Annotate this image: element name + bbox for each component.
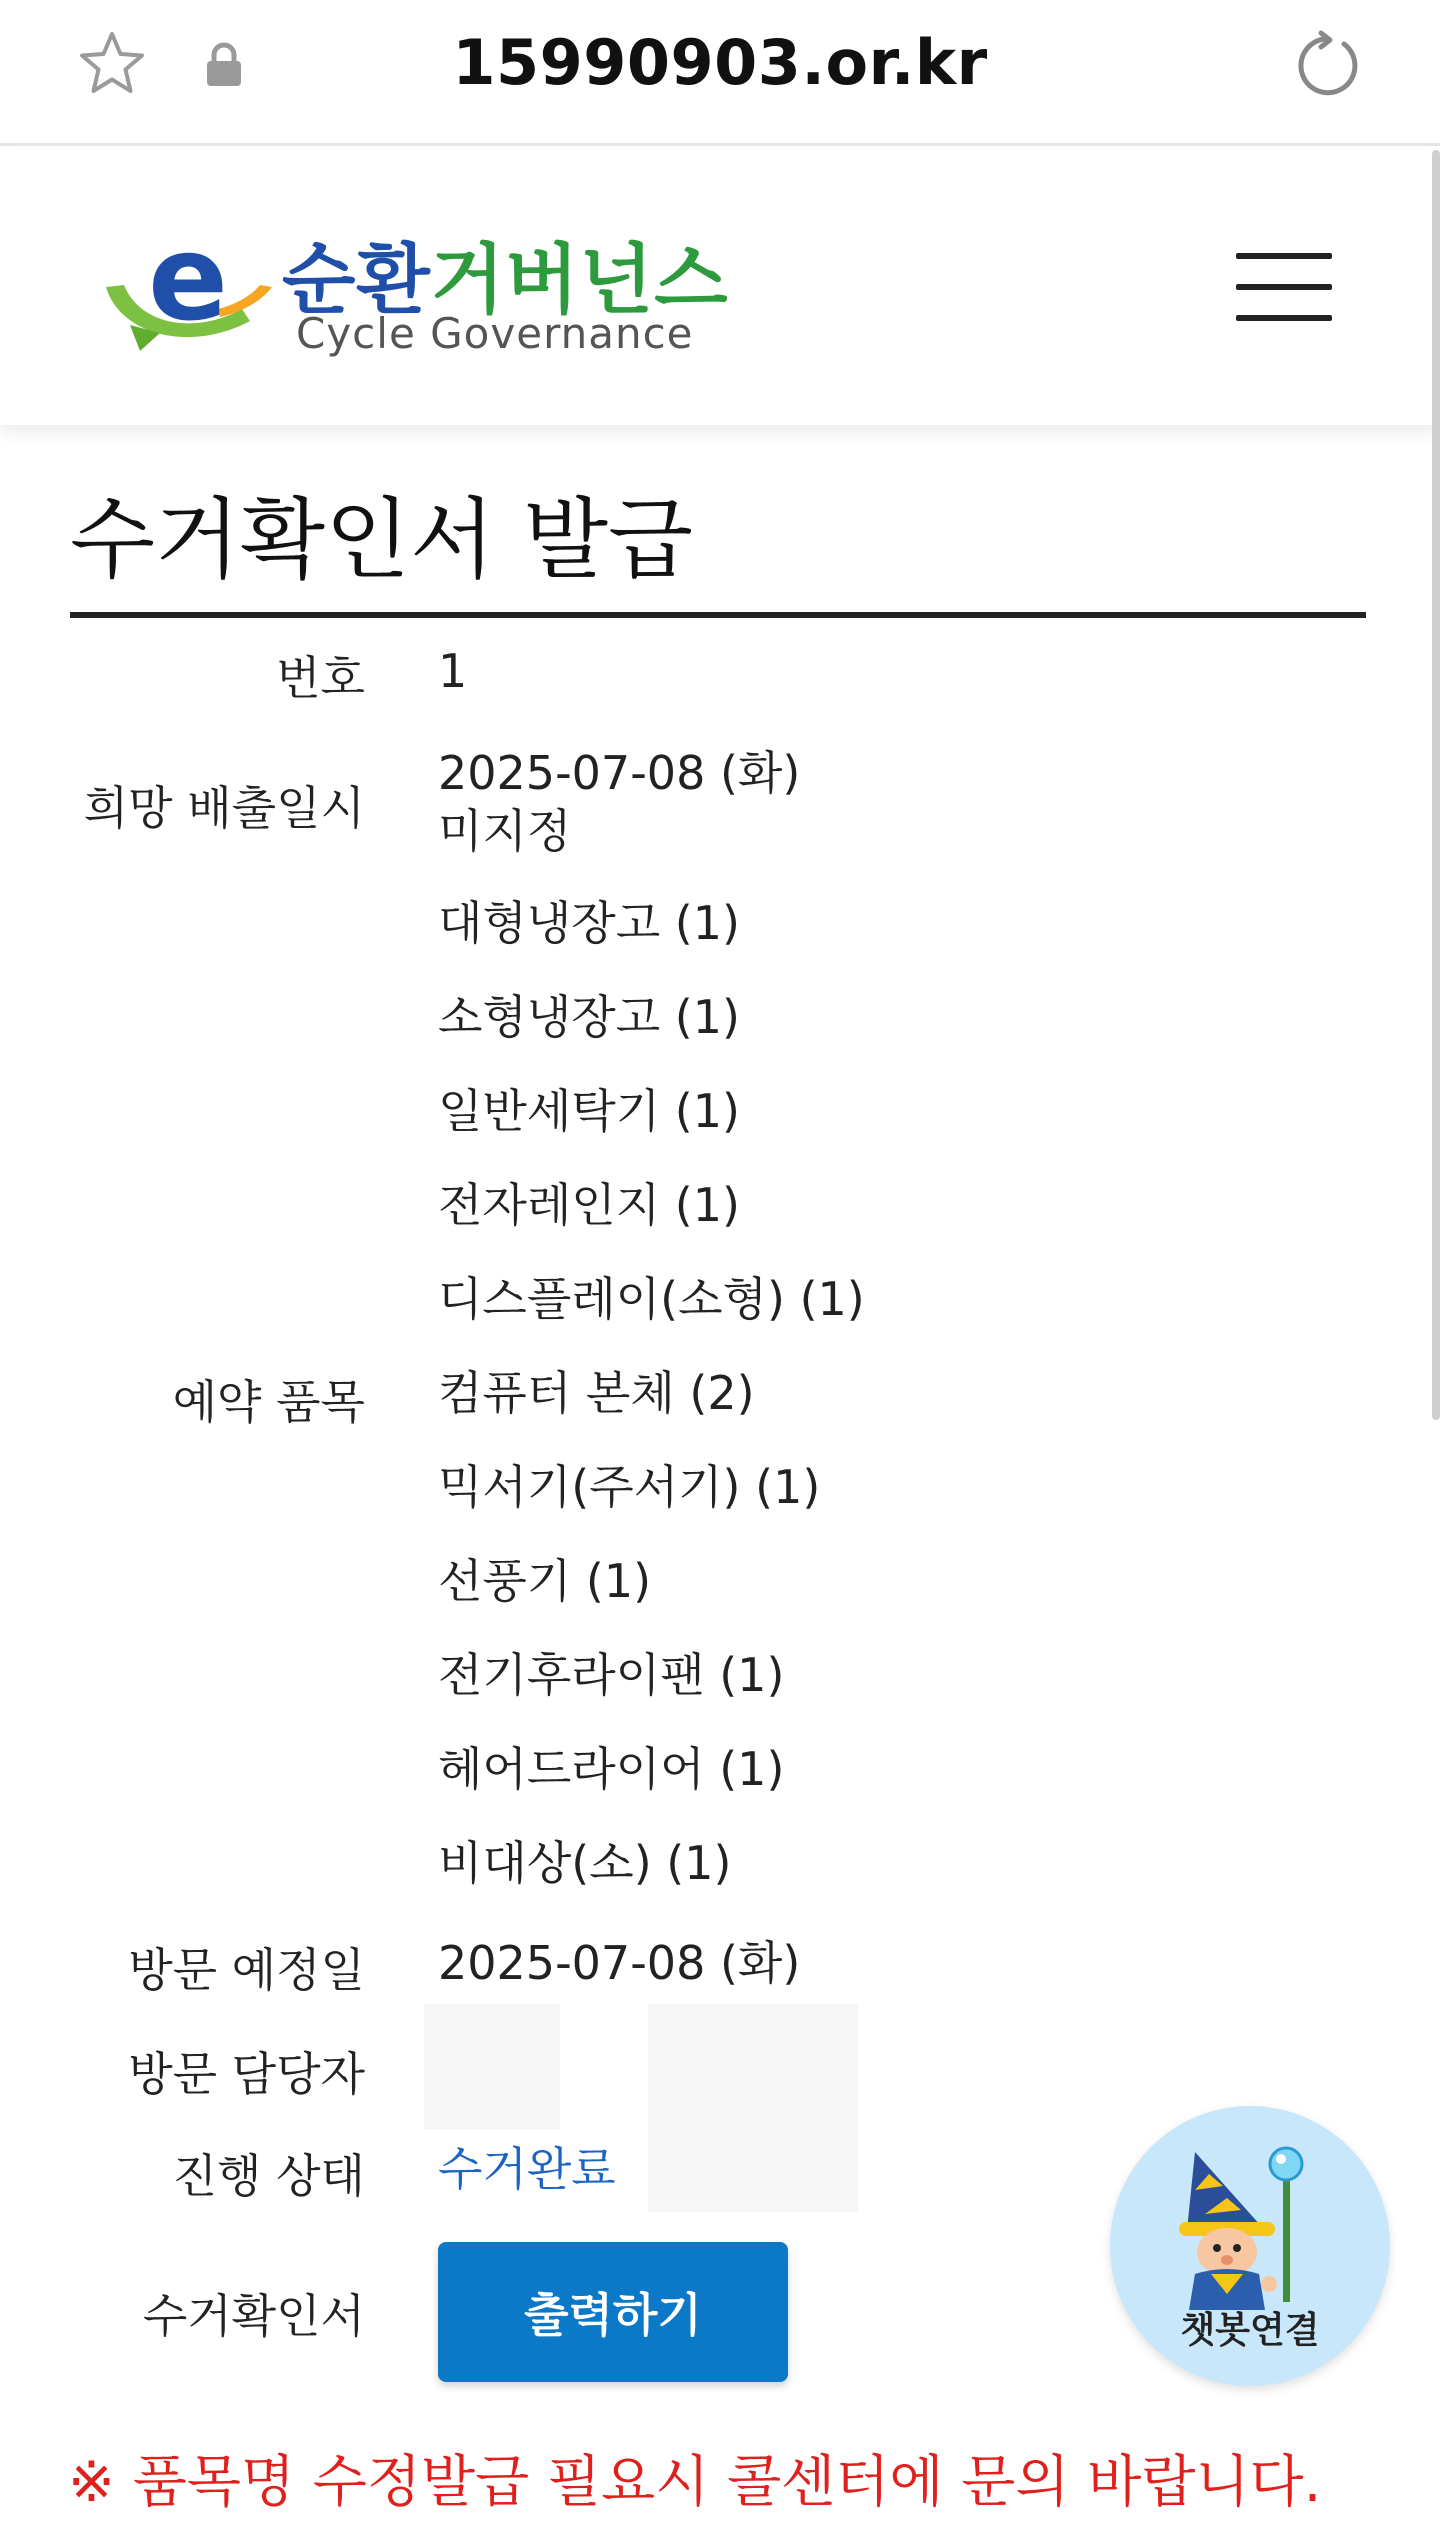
- logo-e-mark-icon: [100, 225, 280, 355]
- list-item: 비대상(소) (1): [438, 1836, 732, 1890]
- title-divider: [70, 612, 1366, 618]
- visit-date-label: 방문 예정일: [128, 1943, 365, 1997]
- browser-url-bar: [0, 0, 1440, 146]
- reload-icon[interactable]: [1294, 30, 1364, 100]
- url-text[interactable]: 15990903.or.kr: [452, 26, 988, 99]
- page-scrollbar[interactable]: [1432, 150, 1440, 1420]
- site-header: [0, 149, 1440, 425]
- list-item: 전자레인지 (1): [438, 1178, 740, 1232]
- list-item: 믹서기(주서기) (1): [438, 1460, 821, 1514]
- logo-english-text: Cycle Governance: [296, 309, 694, 358]
- visit-date-value: 2025-07-08 (화): [438, 1936, 801, 1990]
- number-value: 1: [438, 644, 468, 698]
- items-list: [438, 894, 865, 1928]
- redaction-box: [424, 2004, 560, 2130]
- list-item: 소형냉장고 (1): [438, 990, 740, 1044]
- list-item: 전기후라이팬 (1): [438, 1648, 785, 1702]
- list-item: 컴퓨터 본체 (2): [438, 1366, 755, 1420]
- print-button[interactable]: 출력하기: [438, 2242, 788, 2382]
- list-item: 선풍기 (1): [438, 1554, 652, 1608]
- svg-text:e: e: [148, 225, 229, 347]
- items-label: 예약 품목: [172, 1375, 365, 1429]
- redaction-box: [648, 2004, 858, 2212]
- chatbot-button[interactable]: [1110, 2106, 1390, 2386]
- list-item: 헤어드라이어 (1): [438, 1742, 785, 1796]
- desired-date-value: 2025-07-08 (화): [438, 746, 801, 800]
- chatbot-label: 챗봇연결: [1180, 2310, 1320, 2351]
- desired-date-label: 희망 배출일시: [83, 781, 365, 835]
- number-label: 번호: [276, 651, 365, 705]
- status-label: 진행 상태: [172, 2149, 365, 2203]
- logo-korean-text: 순환거버넌스: [282, 235, 729, 324]
- hamburger-menu-icon[interactable]: [1236, 249, 1332, 325]
- site-logo[interactable]: [100, 219, 729, 359]
- list-item: 대형냉장고 (1): [438, 896, 740, 950]
- visitor-label: 방문 담당자: [128, 2047, 365, 2101]
- certificate-label: 수거확인서: [142, 2289, 365, 2343]
- list-item: 디스플레이(소형) (1): [438, 1272, 865, 1326]
- page-title: 수거확인서 발급: [70, 488, 694, 591]
- list-item: 일반세탁기 (1): [438, 1084, 740, 1138]
- status-value: 수거완료: [438, 2142, 616, 2196]
- desired-time-value: 미지정: [438, 804, 572, 858]
- notice-text: ※ 품목명 수정발급 필요시 콜센터에 문의 바랍니다.: [68, 2450, 1322, 2515]
